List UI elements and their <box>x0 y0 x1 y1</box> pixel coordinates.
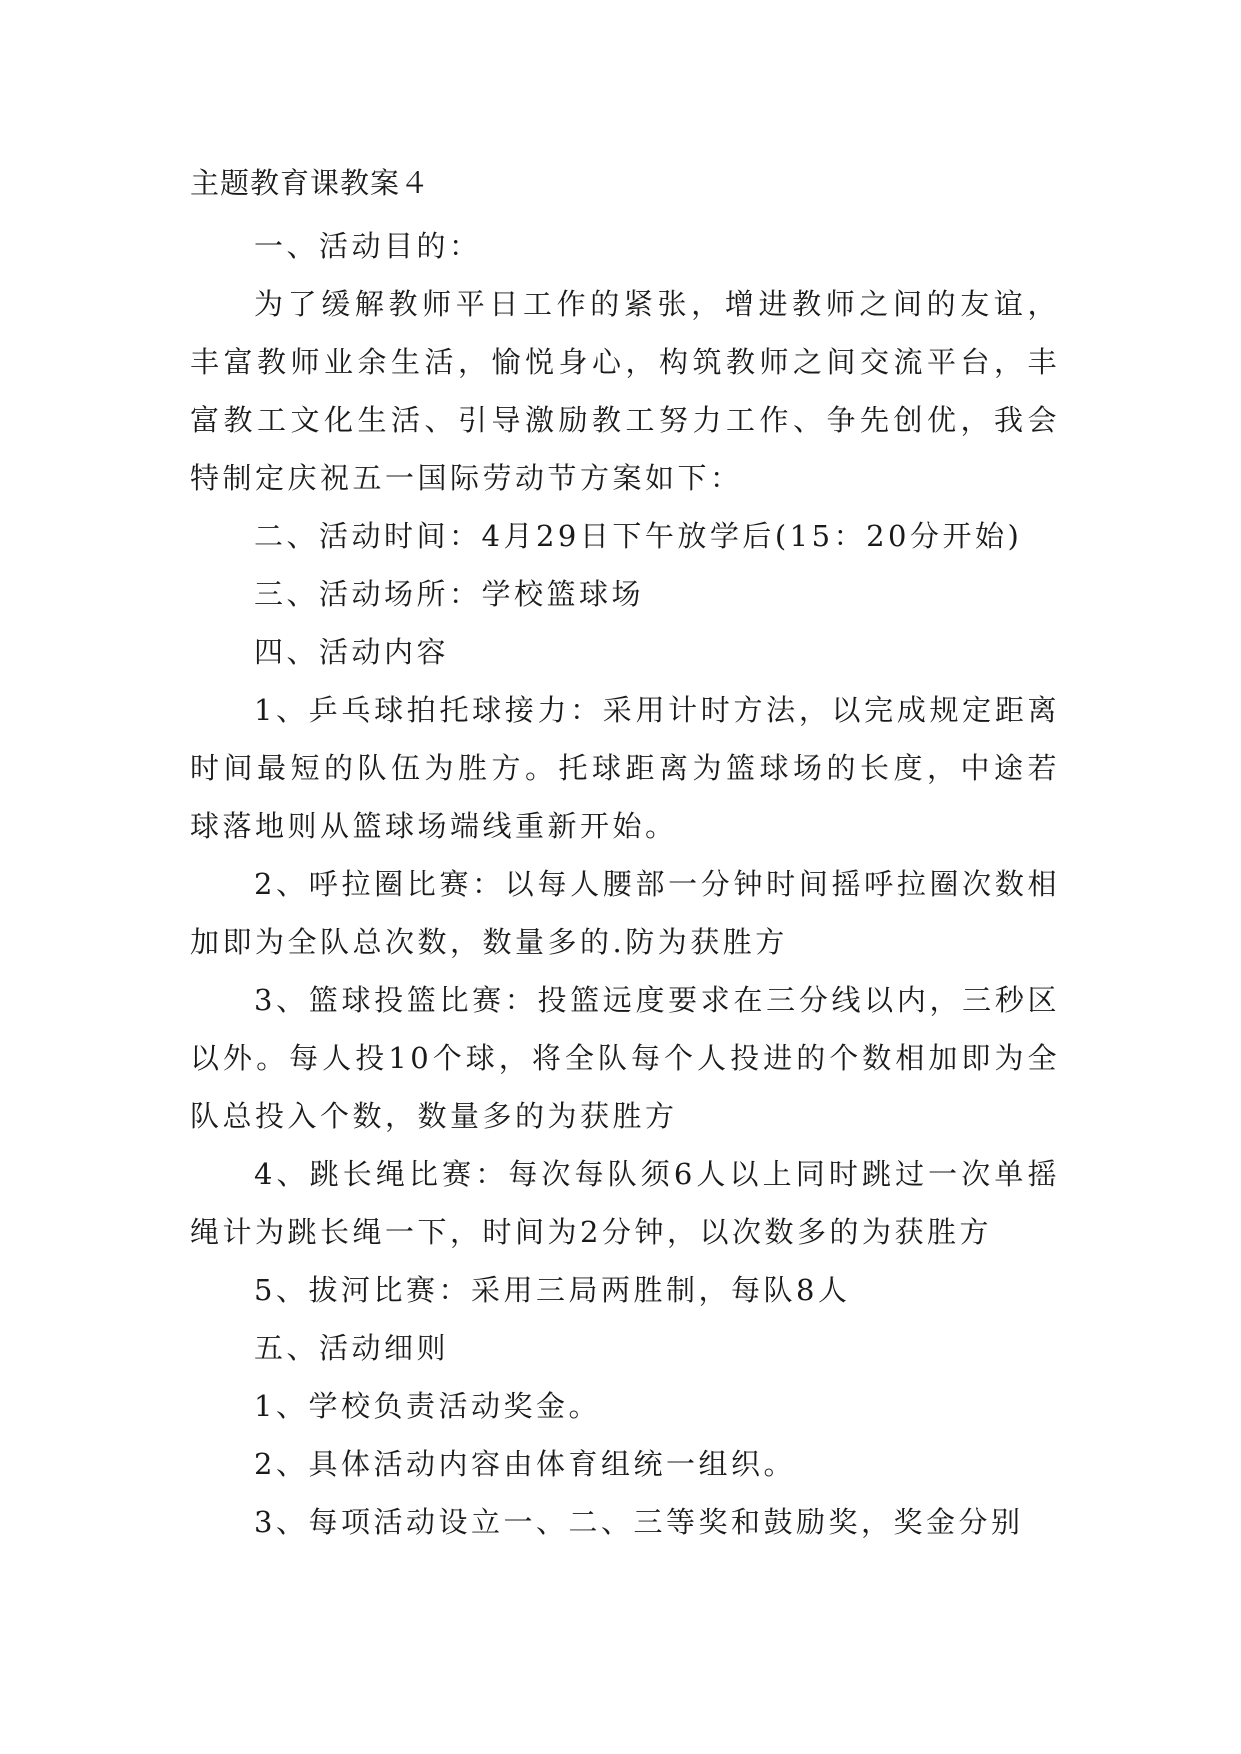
paragraph-purpose: 为了缓解教师平日工作的紧张，增进教师之间的友谊，丰富教师业余生活，愉悦身心，构筑教师之间交流平台，丰富教工文化生活、引导激励教工努力工作、争先创优，我会特制定庆祝五一国际劳动节方案如下： <box>190 287 1060 495</box>
paragraph-item-1: 1、乒乓球拍托球接力：采用计时方法，以完成规定距离时间最短的队伍为胜方。托球距离为篮球场的长度，中途若球落地则从篮球场端线重新开始。 <box>190 693 1060 843</box>
paragraph-rule-1: 1、学校负责活动奖金。 <box>254 1389 601 1423</box>
document-title: 主题教育课教案４ <box>190 166 431 200</box>
paragraph-rule-2: 2、具体活动内容由体育组统一组织。 <box>254 1447 796 1481</box>
paragraph-time: 二、活动时间：4月29日下午放学后(15：20分开始) <box>254 519 1023 553</box>
paragraph-section-4-heading: 四、活动内容 <box>254 635 450 669</box>
paragraph-item-5: 5、拔河比赛：采用三局两胜制，每队8人 <box>254 1273 851 1307</box>
paragraph-section-1-heading: 一、活动目的： <box>254 229 482 263</box>
paragraph-item-3: 3、篮球投篮比赛：投篮远度要求在三分线以内，三秒区以外。每人投10个球，将全队每个人投进的个数相加即为全队总投入个数，数量多的为获胜方 <box>190 983 1060 1133</box>
paragraph-item-4: 4、跳长绳比赛：每次每队须6人以上同时跳过一次单摇绳计为跳长绳一下，时间为2分钟，以次数多的为获胜方 <box>190 1157 1060 1249</box>
paragraph-section-5-heading: 五、活动细则 <box>254 1331 450 1365</box>
paragraph-rule-3: 3、每项活动设立一、二、三等奖和鼓励奖，奖金分别 <box>254 1505 1024 1539</box>
document-body <box>190 217 1060 1551</box>
paragraph-venue: 三、活动场所：学校篮球场 <box>254 577 645 611</box>
paragraph-item-2: 2、呼拉圈比赛：以每人腰部一分钟时间摇呼拉圈次数相加即为全队总次数，数量多的.防为获胜方 <box>190 867 1060 959</box>
